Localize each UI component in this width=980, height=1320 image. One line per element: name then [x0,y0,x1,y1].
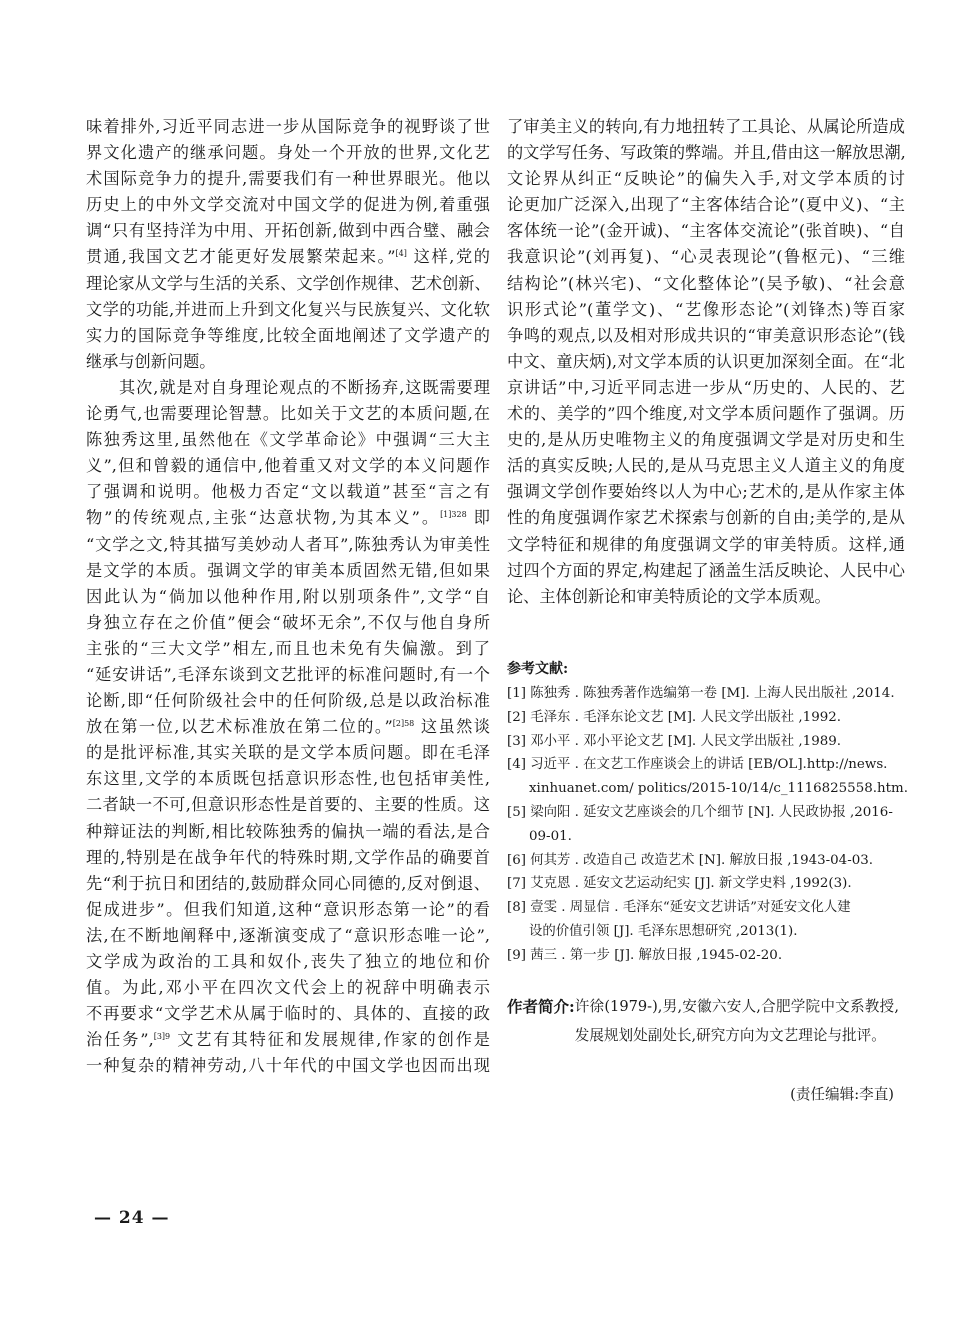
text-segment: 文学成为政治的工具和奴仆,丧失了独立的地位和价 [86,952,490,971]
text-segment: 其次,就是对自身理论观点的不断扬弃,这既需要理 [119,377,490,397]
text-line [507,401,905,427]
text-line [86,505,490,531]
left-text-column [86,114,490,1079]
text-line [86,949,490,975]
text-segment: 一种复杂的精神劳动,八十年代的中国文学也因而出现 [86,1056,490,1076]
reference-item: 09-01. [529,828,572,844]
text-segment: 的是批评标准,其实关联的是文学本质问题。即在毛泽 [86,743,490,763]
text-line [86,1027,490,1053]
text-segment: 过四个方面的界定,构建起了涵盖生活反映论、人民中心 [507,560,905,580]
text-segment: 史的,是从历史唯物主义的角度强调文学是对历史和生 [507,430,905,450]
text-line [86,453,490,479]
text-line [507,140,905,166]
citation-superscript: [2]58 [392,719,415,729]
text-segment: 值。为此,邓小平在四次文代会上的祝辞中明确表示 [86,978,490,998]
text-segment: 中文、童庆炳),对文学本质的认识更加深刻全面。在“北 [507,351,905,371]
text-segment: 京讲话”中,习近平同志进一步从“历史的、人民的、艺 [507,377,905,397]
text-segment: 论、主体创新论和审美特质论的文学本质观。 [507,586,831,606]
text-segment: 身独立存在之价值”便会“破坏无余”,不仅与他自身所 [86,612,490,632]
text-segment: 是文学的本质。强调文学的审美本质固然无错,但如果 [86,560,490,580]
text-segment: 不再要求“文学艺术从属于临时的、具体的、直接的政 [86,1004,490,1024]
text-line [507,114,905,140]
reference-item: [9] 茜三 . 第一步 [J]. 解放日报 ,1945-02-20. [507,947,783,963]
text-segment: 继承与创新问题。 [86,351,216,371]
reference-item: [3] 邓小平 . 邓小平论文艺 [M]. 人民文学出版社 ,1989. [507,733,842,749]
text-segment: “延安讲话”,毛泽东谈到文艺批评的标准问题时,有一个 [86,664,490,684]
text-line [507,192,905,218]
text-line [86,975,490,1001]
text-segment: 历史上的中外文学交流对中国文学的促进为例,着重强 [86,195,490,215]
text-segment: 味着排外,习近平同志进一步从国际竞争的视野谈了世 [86,117,490,136]
text-line [86,871,490,897]
citation-superscript: [1]328 [440,510,467,520]
reference-item: [8] 壹雯 . 周显信 . 毛泽东“延安文艺讲话”对延安文化人建 [507,900,851,916]
text-segment: 界文化遗产的继承问题。身处一个开放的世界,文化艺 [86,143,490,163]
text-line [507,349,905,375]
text-line [507,218,905,244]
text-line [86,218,490,244]
text-segment: 了强调和说明。他极力否定“文以载道”甚至“言之有 [86,482,490,502]
text-segment: 贯通,我国文艺才能更好发展繁荣起来。” [86,247,396,267]
text-line [86,114,490,140]
text-segment: 我意识论”(刘再复)、“心灵表现论”(鲁枢元)、“三维 [507,247,905,267]
text-segment: 义”,但和曾毅的通信中,他着重又对文学的本义问题作 [86,456,490,476]
text-line [507,244,905,270]
text-line [507,427,905,453]
text-segment: 这虽然谈 [414,717,490,737]
text-line [86,819,490,845]
text-line [86,271,490,297]
text-line [86,923,490,949]
text-segment: 论断,即“任何阶级社会中的任何阶级,总是以政治标准 [86,691,490,711]
text-line [507,532,905,558]
references-list [507,682,908,968]
text-segment: 主张的“三大文学”相左,而且也未免有失偏激。到了 [86,638,490,658]
text-line [507,479,905,505]
text-segment: 文艺有其特征和发展规律,作家的创作是 [170,1030,490,1050]
text-segment: 调“只有坚持洋为中用、开拓创新,做到中西合璧、融会 [86,221,490,241]
text-segment: 强调文学创作要始终以人为中心;艺术的,是从作家主体 [507,482,905,502]
text-segment: 术国际竞争力的提升,需要我们有一种世界眼光。他以 [86,169,490,189]
text-segment: 实力的国际竞争等维度,比较全面地阐述了文学遗产的 [86,325,490,345]
text-segment: 客体统一论”(金开诚)、“主客体交流论”(张首映)、“自 [507,221,905,241]
reference-item: [4] 习近平 . 在文艺工作座谈会上的讲话 [EB/OL].http://news. [507,757,888,773]
text-line [86,349,490,375]
text-line [507,297,905,323]
text-segment: 性的角度强调作家艺术探索与创新的自由;美学的,是从 [507,508,905,528]
text-segment: 争鸣的观点,以及相对形成共识的“审美意识形态论”(钱 [507,325,905,345]
reference-item: [6] 何其芳 . 改造自己 改造艺术 [N]. 解放日报 ,1943-04-03. [507,852,874,868]
text-segment: 种辩证法的判断,相比较陈独秀的偏执一端的看法,是合 [86,821,490,841]
text-segment: 理论家从文学与生活的关系、文学创作规律、艺术创新、 [86,273,491,293]
text-line [86,479,490,505]
citation-superscript: [3]9 [153,1032,171,1042]
text-segment: 治任务”, [86,1030,154,1050]
references-section [507,656,908,968]
text-line [507,453,905,479]
text-line [507,323,905,349]
text-segment: 这样,党的 [406,247,490,267]
responsible-editor: (责任编辑:李直) [790,1086,894,1103]
text-line [86,792,490,818]
text-segment: 识形式论”(董学文)、“艺像形态论”(刘锋杰)等百家 [507,299,905,319]
references-heading: 参考文献: [507,661,569,677]
right-text-column [507,114,905,610]
text-line [86,140,490,166]
text-line [86,610,490,636]
text-segment: 因此认为“倘加以他种作用,附以别项条件”,文学“自 [86,586,490,606]
text-line [86,766,490,792]
text-segment: 论勇气,也需要理论智慧。比如关于文艺的本质问题,在 [86,404,490,424]
text-line [507,584,905,610]
text-line [507,375,905,401]
text-segment: 活的真实反映;人民的,是从马克思主义人道主义的角度 [507,456,905,476]
citation-superscript: [4] [395,249,407,259]
text-segment: 结构论”(林兴宅)、“文化整体论”(吴予敏)、“社会意 [507,273,905,293]
author-bio [507,993,899,1050]
text-line [86,584,490,610]
text-segment: 理的,特别是在战争年代的特殊时期,文学作品的确要首 [86,847,490,867]
reference-item: 设的价值引领 [J]. 毛泽东思想研究 ,2013(1). [529,923,798,939]
text-line [507,505,905,531]
text-segment: 文学的功能,并进而上升到文化复兴与民族复兴、文化软 [86,299,490,319]
text-segment: 文学特征和规律的角度强调文学的审美特质。这样,通 [507,534,905,554]
text-line [86,375,490,401]
text-segment: 物”的传统观点,主张“达意状物,为其本义”。 [86,508,441,528]
text-line [86,1001,490,1027]
text-line [86,166,490,192]
text-line [86,740,490,766]
text-line [86,662,490,688]
author-bio-label: 作者简介: [507,997,575,1016]
reference-item: xinhuanet.com/ politics/2015-10/14/c_1116825558.htm. [529,781,908,797]
text-line [86,845,490,871]
text-line [86,297,490,323]
text-segment: 陈独秀这里,虽然他在《文学革命论》中强调“三大主 [86,430,490,450]
text-line [86,688,490,714]
text-line [86,636,490,662]
text-line [86,401,490,427]
text-segment: 了审美主义的转向,有力地扭转了工具论、从属论所造成 [507,117,905,136]
text-line [86,427,490,453]
text-segment: 东这里,文学的本质既包括意识形态性,也包括审美性, [86,769,490,789]
text-line [507,558,905,584]
page-number: — 24 — [94,1208,170,1228]
text-segment: 术的、美学的”四个维度,对文学本质问题作了强调。历 [507,404,905,424]
text-segment: 放在第一位,以艺术标准放在第二位的。” [86,717,393,737]
reference-item: [2] 毛泽东 . 毛泽东论文艺 [M]. 人民文学出版社 ,1992. [507,709,842,725]
text-line [86,323,490,349]
text-line [86,558,490,584]
text-segment: 二者缺一不可,但意识形态性是首要的、主要的性质。这 [86,795,490,815]
text-line [507,166,905,192]
text-segment: “文学之文,特其描写美妙动人者耳”,陈独秀认为审美性 [86,534,490,554]
text-line [507,271,905,297]
reference-item: [5] 梁向阳 . 延安文艺座谈会的几个细节 [N]. 人民政协报 ,2016- [507,804,893,820]
text-segment: 先“利于抗日和团结的,鼓励群众同心同德的,反对倒退、 [86,873,490,893]
text-segment: 法,在不断地阐释中,逐渐演变成了“意识形态唯一论”, [86,925,490,945]
text-segment: 的文学写任务、写政策的弊端。并且,借由这一解放思潮, [507,143,906,163]
reference-item: [1] 陈独秀 . 陈独秀著作选编第一卷 [M]. 上海人民出版社 ,2014. [507,686,895,701]
text-line [86,897,490,923]
text-segment: 即 [466,508,490,528]
text-line [86,192,490,218]
text-line [86,1053,490,1079]
text-line [86,532,490,558]
text-segment: 促成进步”。但我们知道,这种“意识形态第一论”的看 [86,899,490,919]
text-line [86,714,490,740]
text-segment: 文论界从纠正“反映论”的偏失入手,对文学本质的讨 [507,169,905,189]
reference-item: [7] 艾克恩 . 延安文艺运动纪实 [J]. 新文学史料 ,1992(3). [507,876,852,892]
author-bio-text: 许徐(1979-),男,安徽六安人,合肥学院中文系教授,发展规划处副处长,研究方向为文艺理论与批评。 [574,998,899,1044]
text-line [86,244,490,270]
text-segment: 论更加广泛深入,出现了“主客体结合论”(夏中义)、“主 [507,195,905,215]
